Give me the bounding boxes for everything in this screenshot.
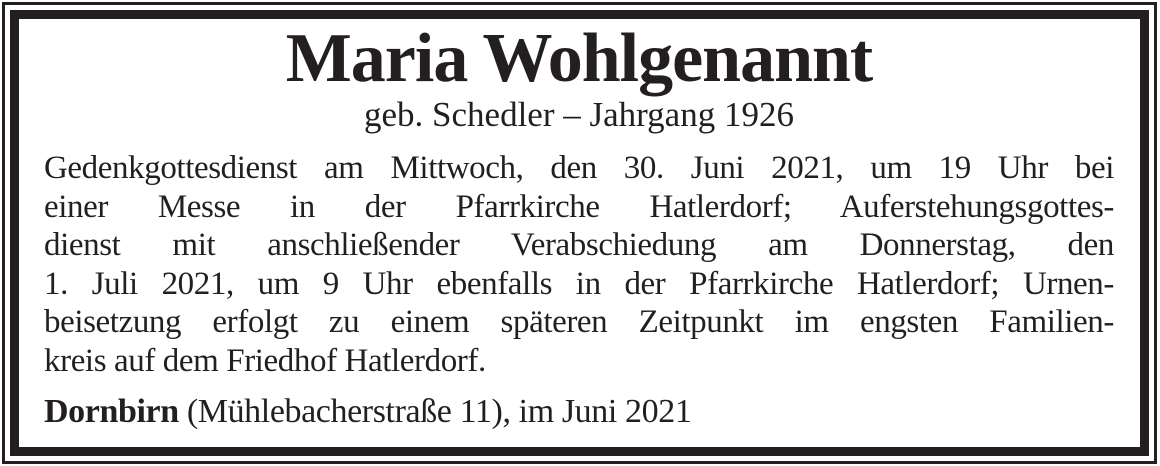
body-line: Gedenkgottesdienst am Mittwoch, den 30. Juni 2021, um 19 Uhr bei (44, 150, 1114, 186)
city-name: Dornbirn (44, 393, 179, 430)
obituary-outer-border (2, 2, 1157, 464)
deceased-name: Maria Wohlgenannt (285, 20, 873, 97)
body-line: dienst mit anschließender Verabschiedung am Donnerstag, den (44, 227, 1114, 263)
birth-name-and-year: geb. Schedler – Jahrgang 1926 (364, 95, 794, 134)
body-line: 1. Juli 2021, um 9 Uhr ebenfalls in der Pfarrkirche Hatlerdorf; Urnen- (44, 265, 1114, 302)
place-date-line (44, 392, 1114, 432)
body-line: einer Messe in der Pfarrkirche Hatlerdorf; Auferstehungsgottes- (44, 188, 1114, 225)
body-line: beisetzung erfolgt zu einem späteren Zeitpunkt im engsten Familien- (44, 304, 1114, 340)
body-line: kreis auf dem Friedhof Hatlerdorf. (44, 342, 486, 379)
address-and-date: (Mühlebacherstraße 11), im Juni 2021 (178, 393, 692, 430)
obituary-inner-border (10, 10, 1149, 456)
service-announcement (44, 149, 1114, 380)
